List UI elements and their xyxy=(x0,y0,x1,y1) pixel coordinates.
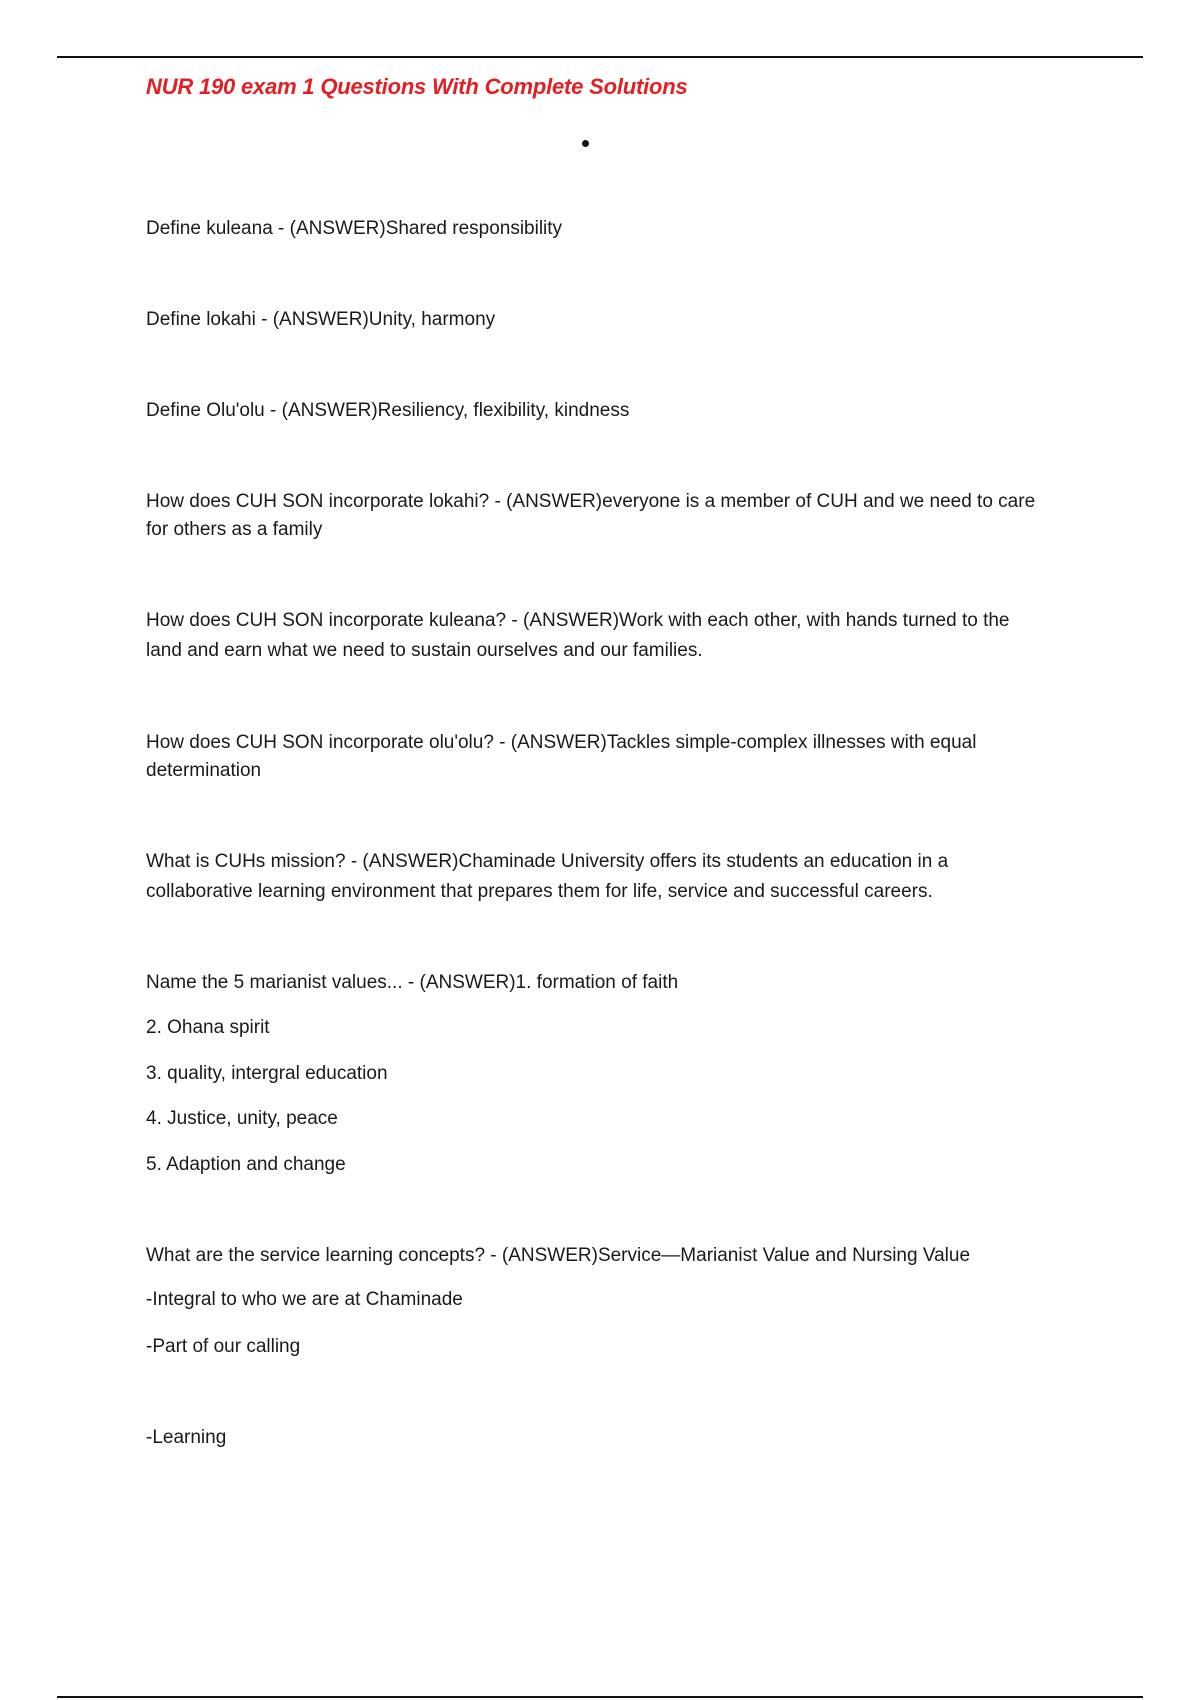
qa-mission-line-1: What is CUHs mission? - (ANSWER)Chaminade University offers its students an education in a xyxy=(146,851,949,872)
qa-oluolu-line-2: determination xyxy=(146,760,262,781)
document-title: NUR 190 exam 1 Questions With Complete Solutions xyxy=(146,74,688,99)
qa-service-line-1: What are the service learning concepts? - (ANSWER)Service—Marianist Value and Nursing Value xyxy=(146,1245,971,1266)
qa-values-line-2: 2. Ohana spirit xyxy=(146,1017,270,1038)
qa-values-line-3: 3. quality, intergral education xyxy=(146,1063,388,1084)
qa-service-line-2: -Integral to who we are at Chaminade xyxy=(146,1289,463,1310)
qa-define-oluolu: Define Olu'olu - (ANSWER)Resiliency, flexibility, kindness xyxy=(146,400,630,421)
qa-oluolu-line-1: How does CUH SON incorporate olu'olu? - (ANSWER)Tackles simple-complex illnesses with equal xyxy=(146,732,977,753)
qa-lokahi-line-2: for others as a family xyxy=(146,519,323,540)
qa-values-line-5: 5. Adaption and change xyxy=(146,1154,346,1175)
qa-values-line-4: 4. Justice, unity, peace xyxy=(146,1108,338,1129)
bullet-point xyxy=(582,140,589,147)
header-rule xyxy=(57,56,1143,58)
qa-service-line-3: -Part of our calling xyxy=(146,1336,301,1357)
qa-values-line-1: Name the 5 marianist values... - (ANSWER)1. formation of faith xyxy=(146,972,679,993)
qa-define-lokahi: Define lokahi - (ANSWER)Unity, harmony xyxy=(146,309,496,330)
qa-kuleana-line-2: land and earn what we need to sustain ourselves and our families. xyxy=(146,640,703,661)
qa-define-kuleana: Define kuleana - (ANSWER)Shared responsibility xyxy=(146,218,563,239)
qa-mission-line-2: collaborative learning environment that prepares them for life, service and successful careers. xyxy=(146,881,933,902)
qa-lokahi-line-1: How does CUH SON incorporate lokahi? - (ANSWER)everyone is a member of CUH and we need to care xyxy=(146,491,1036,512)
qa-service-line-4: -Learning xyxy=(146,1427,227,1448)
footer-rule xyxy=(57,1696,1143,1698)
qa-kuleana-line-1: How does CUH SON incorporate kuleana? - (ANSWER)Work with each other, with hands turned to the xyxy=(146,610,1010,631)
